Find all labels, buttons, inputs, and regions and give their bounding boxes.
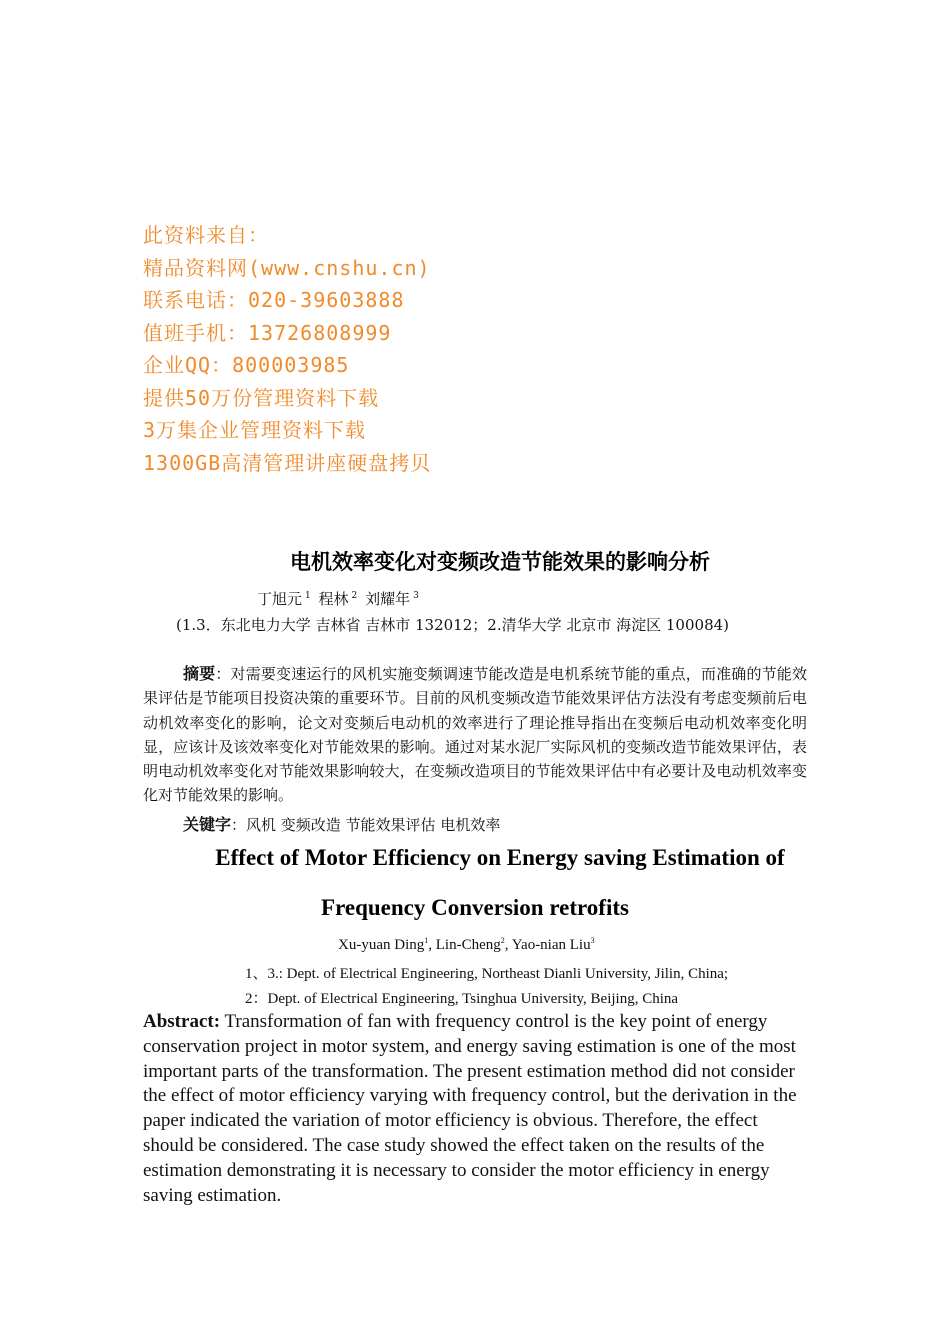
- chinese-title: 电机效率变化对变频改造节能效果的影响分析: [290, 550, 710, 574]
- english-abstract-text: Transformation of fan with frequency control is the key point of energy conservation project in motor system, and energy saving estimation is one of the most important parts of the transformation. The present estimation method did not consider the effect of motor efficiency varying with frequency control, but the derivation in the paper indicated the variation of motor efficiency is obvious. Therefore, the effect should be considered. The case study showed the effect taken on the results of the estimation demonstrating it is necessary to consider the motor efficiency in energy saving estimation.: [143, 1011, 797, 1206]
- author-sup: 2: [500, 936, 505, 945]
- english-title-line-2: Frequency Conversion retrofits: [321, 895, 629, 920]
- chinese-keywords-text: ：风机 变频改造 节能效果评估 电机效率: [231, 816, 501, 834]
- chinese-affiliation: (1.3．东北电力大学 吉林省 吉林市 132012；2.清华大学 北京市 海淀区 100084): [176, 616, 730, 634]
- english-authors: [338, 936, 595, 954]
- source-notice-line: 3万集企业管理资料下载: [143, 418, 367, 442]
- source-notice: [143, 219, 431, 479]
- author-sup: 3: [413, 591, 419, 601]
- author-sup: 1: [424, 936, 429, 945]
- author-name: Lin-Cheng: [435, 937, 501, 953]
- source-notice-line: 值班手机：13726808999: [143, 320, 392, 345]
- english-abstract-label: Abstract:: [143, 1011, 221, 1032]
- author-sup: 1: [305, 591, 311, 601]
- chinese-abstract: [143, 662, 807, 808]
- english-affiliation-1: 1、3.: Dept. of Electrical Engineering, Northeast Dianli University, Jilin, China;: [245, 966, 729, 982]
- author-name: Yao-nian Liu: [511, 937, 591, 953]
- author-name: Xu-yuan Ding: [338, 937, 425, 953]
- chinese-authors: [257, 588, 422, 609]
- source-notice-line: 精品资料网(www.cnshu.cn): [143, 255, 431, 280]
- source-notice-line: 1300GB高清管理讲座硬盘拷贝: [143, 450, 432, 475]
- chinese-abstract-label: 摘要: [183, 664, 216, 683]
- english-affiliation-2: 2：Dept. of Electrical Engineering, Tsinghua University, Beijing, China: [245, 991, 679, 1007]
- chinese-keywords-label: 关键字: [183, 815, 232, 834]
- english-title-line-1: Effect of Motor Efficiency on Energy saving Estimation of: [215, 845, 785, 870]
- chinese-keywords: [183, 812, 500, 835]
- source-notice-line: 联系电话：020-39603888: [143, 288, 405, 312]
- author-sup: 3: [590, 936, 595, 945]
- author-separator: ,: [504, 937, 512, 953]
- author-separator: ,: [428, 937, 436, 953]
- english-abstract: [143, 1010, 807, 1208]
- author-name: 刘耀年: [365, 590, 411, 608]
- author-sup: 2: [351, 591, 358, 601]
- source-notice-line: 提供50万份管理资料下载: [143, 385, 380, 410]
- source-notice-line: 企业QQ：800003985: [143, 353, 350, 377]
- author-name: 程林: [318, 590, 349, 608]
- author-name: 丁旭元: [257, 590, 303, 608]
- source-notice-line: 此资料来自：: [143, 223, 269, 247]
- chinese-abstract-text: ：对需要变速运行的风机实施变频调速节能改造是电机系统节能的重点，而准确的节能效果评估是节能项目投资决策的重要环节。目前的风机变频改造节能效果评估方法没有考虑变频前后电动机效率变化的影响，论文对变频后电动机的效率进行了理论推导指出在变频后电动机效率变化明显，应该计及该效率变化对节能效果的影响。通过对某水泥厂实际风机的变频改造节能效果评估，表明电动机效率变化对节能效果影响较大，在变频改造项目的节能效果评估中有必要计及电动机效率变化对节能效果的影响。: [143, 665, 807, 805]
